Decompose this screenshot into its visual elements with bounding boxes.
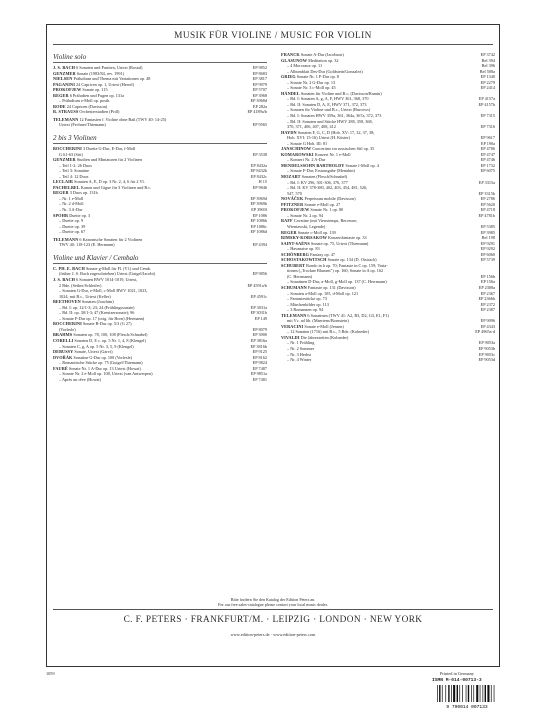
section-heading: Violine solo (53, 53, 267, 63)
work-title: – Bd. I: Sonaten A, g, A, F, HWV 361, 368, 370 (287, 96, 369, 102)
work-title: Fantasie op. 131 (Davisson) (306, 284, 356, 290)
work-title: – Bd. II: KV 378-380, 402, 403, 454, 481, 526, (287, 185, 368, 191)
section-heading: Violine und Klavier / Cembalo (53, 254, 267, 264)
work-title: TWV 40: 118-123 (E. Hermann) (59, 242, 115, 248)
barcode-bar (466, 685, 467, 702)
printed-in: Printed in Germany (440, 671, 474, 676)
work-title: – Bd. II: op. 30/1-3; 47 (Kreutzersonate); 96 (59, 310, 135, 316)
barcode-bar (468, 685, 469, 702)
edition-number: EP 7481 (252, 376, 267, 382)
publisher-line: C. F. PETERS · FRANKFURT/M. · LEIPZIG · LONDON · NEW YORK (123, 615, 423, 625)
divider (53, 44, 493, 45)
work-title: – Romantische Stücke op. 75 (Guigel/Thiemann) (59, 360, 143, 366)
barcode-bar (471, 685, 472, 702)
work-title: Concertino im russischen Stil op. 35 (311, 146, 375, 152)
edition-number: EP 9565 (252, 122, 267, 128)
edition-number: EP 8432c (250, 173, 267, 179)
work-title: – 4 Morceaux op. 11 (287, 63, 323, 69)
work-title: – Nr. 2 Sommer (287, 345, 315, 351)
edition-number: EP 1732 (480, 162, 495, 168)
composer-name: DEBUSSY (53, 349, 74, 355)
work-title: Sonaten (Flesch/Schnabel) (300, 174, 348, 180)
composer-name: PFITZNER (281, 201, 304, 207)
catalog-frame (46, 24, 500, 667)
work-title: – Duette op. 9 (59, 218, 84, 224)
website-line: www.edition-peters.de · www.edition-peters.com (230, 632, 316, 637)
edition-number: EP 6075 (480, 168, 495, 174)
work-title: 1024, mit B.c., Urtext (Keller) (59, 293, 111, 299)
edition-number: EP 1086c (250, 223, 267, 229)
work-title: G 61-63 (Sitt) (59, 151, 83, 157)
barcode-bar (473, 685, 474, 702)
work-title: Cavatine (mit Vieuxtemps, Berceuse; (292, 218, 358, 224)
barcode-bar (491, 685, 492, 702)
work-title: (Vorlesle) (59, 326, 76, 332)
composer-name: PROKOFJEW (281, 207, 310, 213)
edition-number: EP 9856 (252, 271, 267, 277)
composer-name: SCHUMANN (281, 284, 307, 290)
edition-number: EP 4394 (252, 242, 267, 248)
barcode-bar (448, 685, 449, 702)
barcode-bar (459, 685, 460, 702)
work-title: Präludium und Thema mit Variationen op. 48 (72, 76, 151, 82)
work-title: Kanon und Gigue für 3 Violinen und B.c. (79, 184, 152, 190)
edition-number: EP 3968d (250, 98, 267, 104)
work-title: – Nr. 3 A-Dur (59, 207, 83, 213)
edition-number: EP 7315 (480, 113, 495, 119)
work-title: – Sonaten G-Dur, e-Moll, c-Moll BWV 1021, 1023, (59, 288, 148, 294)
edition-number: EP 190a (480, 140, 495, 146)
edition-number: EP 5385 (480, 223, 495, 229)
edition-number: EP 4157a (478, 96, 495, 102)
work-title: – Bd. II: Sonaten und Stücke HWV 288, 358, 368, (287, 118, 373, 124)
edition-number: EP 2279 (480, 79, 495, 85)
edition-number: EP 9125 (252, 349, 267, 355)
edition-number: EP 4718 (480, 207, 495, 213)
work-title: – Nr. 4 Winter (287, 357, 312, 363)
work-title: Sonate g-Moll für Fl. (Vl.) und Cemb. (84, 265, 151, 271)
work-title: Perpetuum mobile (Davisson) (303, 196, 356, 202)
work-title: Sonate op. 134 (D. Oistrach) (326, 257, 377, 263)
edition-number: EP 4786 (480, 146, 495, 152)
barcode-bar (485, 685, 486, 702)
left-column (53, 52, 267, 382)
catalog-note (47, 597, 499, 607)
barcode-bar (445, 685, 446, 702)
edition-number: EP 6060 (480, 251, 495, 257)
composer-name: R. STRAUSS (53, 109, 79, 115)
edition-number: EP 9851a (250, 371, 267, 377)
entry-title (53, 377, 250, 383)
work-title: Sonaten D, E c. op. 5 Nr. 1, 4, 8 (Klengel) (73, 337, 146, 343)
edition-number: EP 156a (480, 279, 495, 285)
catalog-entry (53, 229, 267, 235)
work-title: Sonaten F, G, C, D (Hob. XV: 17, 32, 37, 38; (296, 129, 375, 135)
edition-number: EP 3968 (252, 92, 267, 98)
edition-number: EP 3031a (250, 304, 267, 310)
edition-number: EP 4746 (480, 157, 495, 163)
work-title: – Bd. I: op. 12/1-3; 23; 24 (Frühlingssonate) (59, 304, 135, 310)
work-title: – Nr. 1 e-Moll (59, 195, 84, 201)
work-title: 370, 371, 406, 407, 408, 412 (287, 124, 336, 130)
work-title: 6 Sonatinen (TWV 41: A2, B3, D2, G3, E1, F1) (306, 312, 389, 318)
work-title: Sonate f-Moll op. 4 (344, 162, 379, 168)
edition-number: EP 4965a-d (475, 329, 495, 335)
composer-name: JANSCHINOW (281, 146, 312, 152)
edition-number: EP 9824 (252, 360, 267, 366)
work-title: Sonate e-Moll op. 27 (303, 201, 341, 207)
work-title: 3 Duos op. 131b (68, 190, 98, 196)
edition-number: EP 2308a (478, 284, 495, 290)
edition-number: EP 3969f (251, 207, 267, 213)
work-title: Meditation op. 32 (307, 57, 339, 63)
work-title: – Duette op. 67 (59, 229, 86, 235)
work-title: – Sonaten C, g, A op. 5 Nr. 3, 5, 9 (Klengel) (59, 343, 134, 349)
work-title: – Albumblatt Des-Dur (Goldstein/Gonzalez) (287, 68, 363, 74)
work-title: Orchesterstudien (Prill) (78, 109, 120, 115)
barcode-bar (483, 685, 484, 702)
catalog-entry (281, 357, 495, 363)
composer-name: MENDELSSOHN BARTHOLDY (281, 162, 345, 168)
composer-name: RIMSKY-KORSAKOW (281, 235, 327, 241)
work-title: Wieniawski, Legende) (287, 223, 326, 229)
ismn-label: ISMN M-014-00713-3 (432, 678, 482, 683)
barcode-bar (437, 685, 438, 702)
edition-number: EP 3816a (250, 337, 267, 343)
composer-name: SCHOSTAKOWITSCH (281, 257, 327, 263)
barcode-bar (451, 685, 452, 702)
barcode-bar (487, 685, 489, 702)
edition-number: EP 3900 (252, 332, 267, 338)
edition-number: EP 3742 (480, 52, 495, 57)
work-title: 2 Bde. (Seiber/Schleifer) (59, 282, 102, 288)
edition-number: EP 3538 (252, 151, 267, 157)
barcode-bar (480, 685, 481, 702)
work-title: Studien und Miniaturen für 2 Violinen (75, 157, 142, 163)
catalog-entry (53, 122, 267, 128)
edition-number: EP 8162 (252, 354, 267, 360)
section-heading: 2 bis 3 Violinen (53, 134, 267, 144)
work-title: 12 Fantasien f. Violine ohne Baß (TWV 40: 14-25) (78, 116, 167, 122)
work-title: – Sonate G Hob. III: 81 (287, 140, 328, 146)
edition-number: EP 3031b (250, 310, 267, 316)
work-title: Sonate Nr. 1 F-Dur op. 8 (295, 74, 339, 80)
work-title: 6 Sonaten und Partiten, Urtext (Rostal) (75, 65, 143, 70)
work-title: – Teil 3: Sonatine (59, 168, 89, 174)
edition-number: EP 4591a/b (247, 282, 267, 288)
entry-title (281, 357, 476, 363)
work-title: Konzertfantasie op. 33 (326, 235, 367, 241)
edition-number: EP 9053a (478, 340, 495, 346)
edition-number: EP 3315b (478, 190, 495, 196)
composer-name: LECLAIR (53, 179, 74, 185)
edition-number: EP 9846 (252, 184, 267, 190)
work-title: – Märchenbilder op. 113 (287, 301, 329, 307)
composer-name: CORELLI (53, 337, 74, 343)
work-title: Sonaten (Joachim) (80, 299, 114, 305)
work-title: – Nr. 2 d-Moll (59, 201, 84, 207)
edition-number: Bel 394 (481, 57, 495, 63)
composer-name: NOVÁČEK (281, 196, 304, 202)
edition-number: EP 7316 (480, 124, 495, 130)
edition-number: EP 149 (254, 315, 267, 321)
work-title: – Duette op. 39 (59, 223, 86, 229)
composer-name: PAGANINI (53, 81, 75, 87)
edition-number: EP 9053b (478, 345, 495, 351)
edition-number: EP 8432b (250, 168, 267, 174)
edition-number: EP 9617 (480, 135, 495, 141)
work-title: Sonatine G-Dur op. 100 (Vorlesle) (72, 354, 133, 360)
edition-number: EP 9291 (480, 240, 495, 246)
composer-name: J. S. BACH (53, 276, 76, 282)
edition-number: EP 282a (252, 103, 267, 109)
work-title: – Fantasiestücke op. 73 (287, 296, 327, 302)
work-title: Die Jahreszeiten (Kolneder) (299, 334, 349, 340)
entry-title (53, 229, 248, 235)
composer-name: PACHELBEL (53, 184, 80, 190)
edition-number: EP 4157b (478, 101, 495, 107)
work-title: – Havanaise op. 83 (287, 246, 320, 252)
work-title: – Nr. 1 Frühling (287, 340, 315, 346)
composer-name: REGER (53, 190, 69, 196)
composer-name: GLASUNOW (281, 57, 308, 63)
edition-number: EP 2414 (480, 85, 495, 91)
composer-name: VIVALDI (281, 334, 300, 340)
composer-name: REGER (53, 92, 69, 98)
edition-number: EP 9096 (480, 318, 495, 324)
work-title: Duette op. 3 (68, 212, 91, 218)
work-title: (C. Herrmann) (287, 273, 313, 279)
edition-number: EP 4343 (480, 323, 495, 329)
edition-number: EP 9053d (478, 357, 495, 363)
edition-number: EP 2367 (480, 290, 495, 296)
barcode-image (432, 685, 502, 709)
edition-number: EP 2372 (480, 301, 495, 307)
edition-number: EP 4591c (250, 293, 267, 299)
edition-number: EP 8432a (250, 162, 267, 168)
edition-number: EP 7487 (252, 365, 267, 371)
edition-number: EP 156b (480, 273, 495, 279)
work-title: (früher J. S. Bach zugeschrieben) Urtext (Guigel/Jacobi) (59, 271, 156, 277)
composer-name: RAFF (281, 218, 293, 224)
work-title: – 12 Sonaten (1716) mit B.c., 5 Bde. (Kolneder) (287, 329, 370, 335)
entry-title (53, 122, 250, 128)
composer-name: REGER (281, 229, 297, 235)
edition-number: Bel 508a (479, 68, 495, 74)
work-title: Sonate B-Dur op. 5/3 (G 27) (81, 321, 132, 327)
work-title: 3 Duette G-Dur, E-Dur, f-Moll (81, 146, 136, 152)
barcode-bar (494, 685, 495, 702)
work-title: Sonate Nr. 1 A-Dur op. 13 Urtext (Howat) (67, 365, 141, 371)
work-title: tionen („Trockne Blumen") op. 160; Sonate in A op. 162 (287, 268, 384, 274)
composer-name: SCHÖNBERG (281, 251, 310, 257)
work-title: Sonate, Urtext (Garvi) (73, 349, 113, 355)
composer-name: GENZMER (53, 70, 76, 76)
edition-number: EP 4189a/b (247, 109, 267, 115)
work-title: – Sonate Nr. 2 G-Dur op. 13 (287, 79, 336, 85)
entry-title (53, 242, 250, 248)
edition-number: EP 9852 (252, 65, 267, 70)
work-title: – Sonate F-Dur op. 17 (orig. für Horn) (Hermann) (59, 315, 145, 321)
work-title: 24 Capricen (Davisson) (65, 103, 108, 109)
work-title: Sonate Nr. 1 op. 80 (309, 207, 344, 213)
work-title: Sonate c-Moll op. 139 (296, 229, 336, 235)
composer-name: VERACINI (281, 323, 304, 329)
work-title: Rondo in h op. 70; Fantasie in C op. 159; Varia- (305, 262, 388, 268)
edition-number: EP 9053c (478, 351, 495, 357)
work-title: 24 Capricen op. 1, Urtext (Herrel) (74, 81, 134, 87)
catalog-entry (53, 242, 267, 248)
edition-number: EP 5739 (480, 257, 495, 263)
edition-number: EP 9292 (480, 246, 495, 252)
composer-name: RODE (53, 103, 66, 109)
composer-name: BOCCHERINI (53, 146, 82, 152)
edition-number: EP 2366b (478, 296, 495, 302)
edition-number: EP 1340 (480, 74, 495, 80)
composer-name: KOMAROWSKI (281, 151, 314, 157)
edition-number: EP 1086b (250, 218, 267, 224)
work-title: 6 Kanonische Sonaten für 2 Violinen (78, 236, 143, 242)
work-title: 547, 570 (287, 190, 302, 196)
page-title: MUSIK FÜR VIOLINE / MUSIC FOR VIOLIN (174, 31, 372, 41)
barcode-bar (462, 685, 463, 702)
work-title: – Konzert Nr. 2 A-Dur (287, 157, 326, 163)
edition-number: EP 2786 (480, 196, 495, 202)
catalog-note-de: Bitte fordern Sie den Katalog der Edition Peters an. (230, 597, 316, 602)
barcode-bar (453, 685, 455, 702)
work-title: Konzert Nr. 1 e-Moll (313, 151, 351, 157)
catalog-entry (53, 377, 267, 383)
work-title: – Teil 1-2: 26 Duos (59, 162, 92, 168)
work-title: – Teil 4: 12 Duos (59, 173, 89, 179)
work-title: – 3 Romanzen op. 94 (287, 307, 324, 313)
work-title: – Bd. I: Sonaten HWV 359a, 361, 364a, 367a, 372, 373 (287, 113, 382, 119)
edition-number: EP 3816b (250, 343, 267, 349)
work-title: Sonate (1983/84, rev. 1991) (75, 70, 125, 76)
edition-number: EP 2387 (480, 307, 495, 313)
work-title: – Präludium e-Moll op. posth. (59, 98, 111, 104)
composer-name: NIELSEN (53, 76, 73, 82)
composer-name: BEETHOVEN (53, 299, 81, 305)
barcode-bar (476, 685, 478, 702)
composer-name: SPOHR (53, 212, 69, 218)
composer-name: C. PH. E. BACH (53, 265, 85, 271)
work-title: mit Vc. ad lib. (Maertens/Bornstein) (287, 318, 349, 324)
composer-name: J. S. BACH (53, 65, 76, 70)
edition-number: EP 5620 (480, 201, 495, 207)
edition-number: EP 1086d (250, 229, 267, 235)
work-title: – Sonate Nr. 3 c-Moll op. 45 (287, 85, 336, 91)
work-title: Sonate A-Dur (Jacobson) (299, 52, 344, 57)
composer-name: SAINT-SAËNS (281, 240, 310, 246)
edition-number: EP 8683 (252, 70, 267, 76)
work-title: 6 Sonaten BWV 1014-1019, Urtext, (75, 276, 138, 282)
composer-name: TELEMANN (53, 236, 79, 242)
edition-number: EP 3969b (250, 201, 267, 207)
work-title: Sonaten für Violine und B.c. (Davisson/Ramin) (299, 90, 382, 96)
composer-name: BOCCHERINI (53, 321, 82, 327)
barcode-bar (442, 685, 443, 702)
composer-name: DVOŘÁK (53, 354, 73, 360)
edition-number: EP 3315a (478, 179, 495, 185)
edition-number: H 15 (258, 179, 267, 185)
work-title: Sonaten op. 78, 100, 108 (Flesch/Schnabel) (72, 332, 148, 338)
work-title: – Sonatinen D-Dur, a-Moll, g-Moll op. 137 (C. Herrmann) (287, 279, 387, 285)
work-title: – Bd. I: KV 296, 301-306, 376, 377 (287, 179, 348, 185)
edition-number: EP 1086 (252, 212, 267, 218)
work-title: – Sonate Nr. 2 op. 94 (287, 212, 324, 218)
edition-code: 1059 (46, 671, 55, 676)
edition-number: EP 4747 (480, 151, 495, 157)
composer-name: BRAHMS (53, 332, 73, 338)
work-title: Sonate e-Moll (Jensen) (303, 323, 344, 329)
catalog-note-en: For our free sales-catalogue please contact your local music dealer. (218, 602, 328, 607)
barcode-bar (439, 685, 440, 702)
edition-number: EP 9979 (252, 81, 267, 87)
barcode-bar (457, 685, 458, 702)
edition-number: EP 5707 (252, 87, 267, 93)
work-title: Fantasy op. 47 (309, 251, 336, 257)
composer-name: TELEMANN (281, 312, 307, 318)
work-title: – Sonaten für Violine und B.c., Urtext (Burrows) (287, 107, 371, 113)
edition-number: EP 3985 (480, 229, 495, 235)
edition-number: Bel 198 (481, 235, 495, 241)
edition-number: Bel 396 (481, 63, 495, 69)
composer-name: FRANCK (281, 52, 300, 57)
composer-name: MOZART (281, 174, 301, 180)
edition-number: EP 4781b (478, 212, 495, 218)
edition-number: EP 8079 (252, 326, 267, 332)
work-title: – Sonate F-Dur, Erstausgabe (Menuhin) (287, 168, 355, 174)
composer-name: GENZMER (53, 157, 76, 163)
work-title: – Après un rêve (Howat) (59, 376, 102, 382)
divider (53, 609, 493, 610)
work-title: 6 Präludien und Fugen op. 131a (68, 92, 124, 98)
work-title: – Sonate Nr. 2 e-Moll op. 108, Urtext (van Antwerpen) (59, 371, 153, 377)
composer-name: SCHUBERT (281, 262, 306, 268)
work-title: – Sonaten a-Moll op. 105, d-Moll op. 121 (287, 290, 359, 296)
composer-name: FAURÉ (53, 365, 68, 371)
composer-name: PROKOFJEW (53, 87, 82, 93)
work-title: Urtext (Fechner/Thiemann) (59, 122, 106, 128)
work-title: Sonaten A, E, D op. 3 Nr. 2, 4, 6 für 2 Vl. (73, 179, 145, 185)
composer-name: GRIEG (281, 74, 296, 80)
right-column (281, 52, 495, 363)
composer-name: HAYDN (281, 129, 297, 135)
work-title: Hob. XVI: 15-16) Urtext (H. Küster) (287, 135, 350, 141)
composer-name: TELEMANN (53, 116, 79, 122)
entry-title (53, 109, 244, 115)
edition-number: EP 3817 (252, 76, 267, 82)
barcode-digits: 9 790014 007133 (446, 705, 488, 709)
composer-name: HÄNDEL (281, 90, 300, 96)
work-title: – Bd. II: Sonaten D, A, E, HWV 371, 372, 373 (287, 101, 367, 107)
catalog-entry (53, 109, 267, 115)
work-title: Sonate op. 115 (81, 87, 108, 93)
work-title: – Nr. 3 Herbst (287, 351, 312, 357)
edition-number: EP 3969d (250, 195, 267, 201)
work-title: Sonate op. 75, Urtext (Thiemann) (309, 240, 369, 246)
